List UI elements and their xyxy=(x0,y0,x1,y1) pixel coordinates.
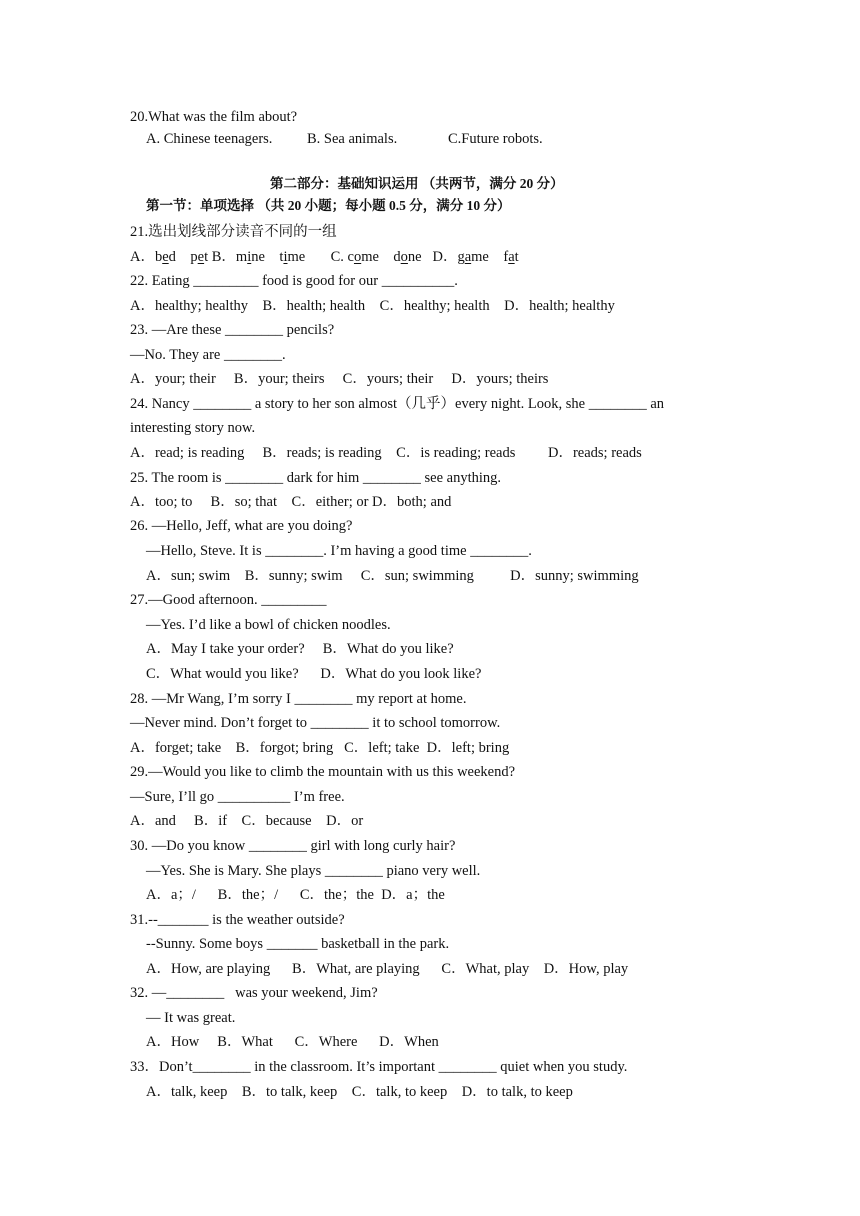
q31-line2: --Sunny. Some boys _______ basketball in the park. xyxy=(146,936,450,952)
q28-stem: 28. —Mr Wang, I’m sorry I ________ my report at home. xyxy=(130,691,467,707)
q24-line2: interesting story now. xyxy=(130,420,256,436)
q32-line2: — It was great. xyxy=(146,1010,236,1026)
q27-options-1: A．May I take your order? B．What do you like? xyxy=(146,641,454,657)
q21-stem: 21.选出划线部分读音不同的一组 xyxy=(130,224,337,240)
q29-stem: 29.—Would you like to climb the mountain with us this weekend? xyxy=(130,764,516,780)
q31-stem: 31.--_______ is the weather outside? xyxy=(130,912,345,928)
q20-option-c: C.Future robots. xyxy=(448,131,543,147)
q27-options-2: C．What would you like? D．What do you look like? xyxy=(146,666,482,682)
q20-option-b: B. Sea animals. xyxy=(307,131,398,147)
q32-stem: 32. —________ was your weekend, Jim? xyxy=(130,985,378,1001)
q29-options: A．and B．if C．because D．or xyxy=(130,813,364,829)
q30-line2: —Yes. She is Mary. She plays ________ piano very well. xyxy=(146,863,481,879)
q33-options: A．talk, keep B．to talk, keep C．talk, to keep D．to talk, to keep xyxy=(146,1084,573,1100)
q32-options: A．How B．What C．Where D．When xyxy=(146,1034,439,1050)
q30-stem: 30. —Do you know ________ girl with long curly hair? xyxy=(130,838,456,854)
q21-c: C. come done xyxy=(330,249,422,265)
q31-options: A．How, are playing B．What, are playing C．What, play D．How, play xyxy=(146,961,629,977)
q30-options: A．a；/ B．the；/ C．the；the D．a；the xyxy=(146,887,445,903)
q27-line2: —Yes. I’d like a bowl of chicken noodles. xyxy=(146,617,391,633)
q28-options: A．forget; take B．forgot; bring C．left; take D．left; bring xyxy=(130,740,510,756)
q25-stem: 25. The room is ________ dark for him ________ see anything. xyxy=(130,470,502,486)
q20-stem: 20.What was the film about? xyxy=(130,109,298,125)
q26-stem: 26. —Hello, Jeff, what are you doing? xyxy=(130,518,353,534)
q24-options: A．read; is reading B．reads; is reading C．is reading; reads D．reads; reads xyxy=(130,445,642,461)
q28-line2: —Never mind. Don’t forget to ________ it to school tomorrow. xyxy=(130,715,501,731)
q21-a: A．bed pet xyxy=(130,249,209,265)
q22-options: A．healthy; healthy B．health; health C．healthy; health D．health; healthy xyxy=(130,298,615,314)
q23-options: A．your; their B．your; theirs C．yours; their D．yours; theirs xyxy=(130,371,549,387)
q26-options: A．sun; swim B．sunny; swim C．sun; swimming D．sunny; swimming xyxy=(146,568,639,584)
q25-options: A．too; to B．so; that C．either; or D．both; and xyxy=(130,494,452,510)
q23-stem: 23. —Are these ________ pencils? xyxy=(130,322,335,338)
q21-b: B．mine time xyxy=(211,249,306,265)
q26-line2: —Hello, Steve. It is ________. I’m having a good time ________. xyxy=(146,543,532,559)
q29-line2: —Sure, I’ll go __________ I’m free. xyxy=(130,789,345,805)
q27-stem: 27.—Good afternoon. _________ xyxy=(130,592,327,608)
q20-option-a: A. Chinese teenagers. xyxy=(146,131,273,147)
q21-d: D．game fat xyxy=(432,249,519,265)
q33-stem: 33．Don’t________ in the classroom. It’s important ________ quiet when you study. xyxy=(130,1059,628,1075)
q23-line2: —No. They are ________. xyxy=(130,347,286,363)
q21-options xyxy=(130,248,519,266)
section1-title: 第一节：单项选择 （共 20 小题；每小题 0.5 分，满分 10 分） xyxy=(146,198,511,213)
part2-title: 第二部分：基础知识运用 （共两节，满分 20 分） xyxy=(270,176,564,191)
q22-stem: 22. Eating _________ food is good for our __________. xyxy=(130,273,458,289)
q24-stem: 24. Nancy ________ a story to her son almost（几乎）every night. Look, she ________ an xyxy=(130,396,665,412)
